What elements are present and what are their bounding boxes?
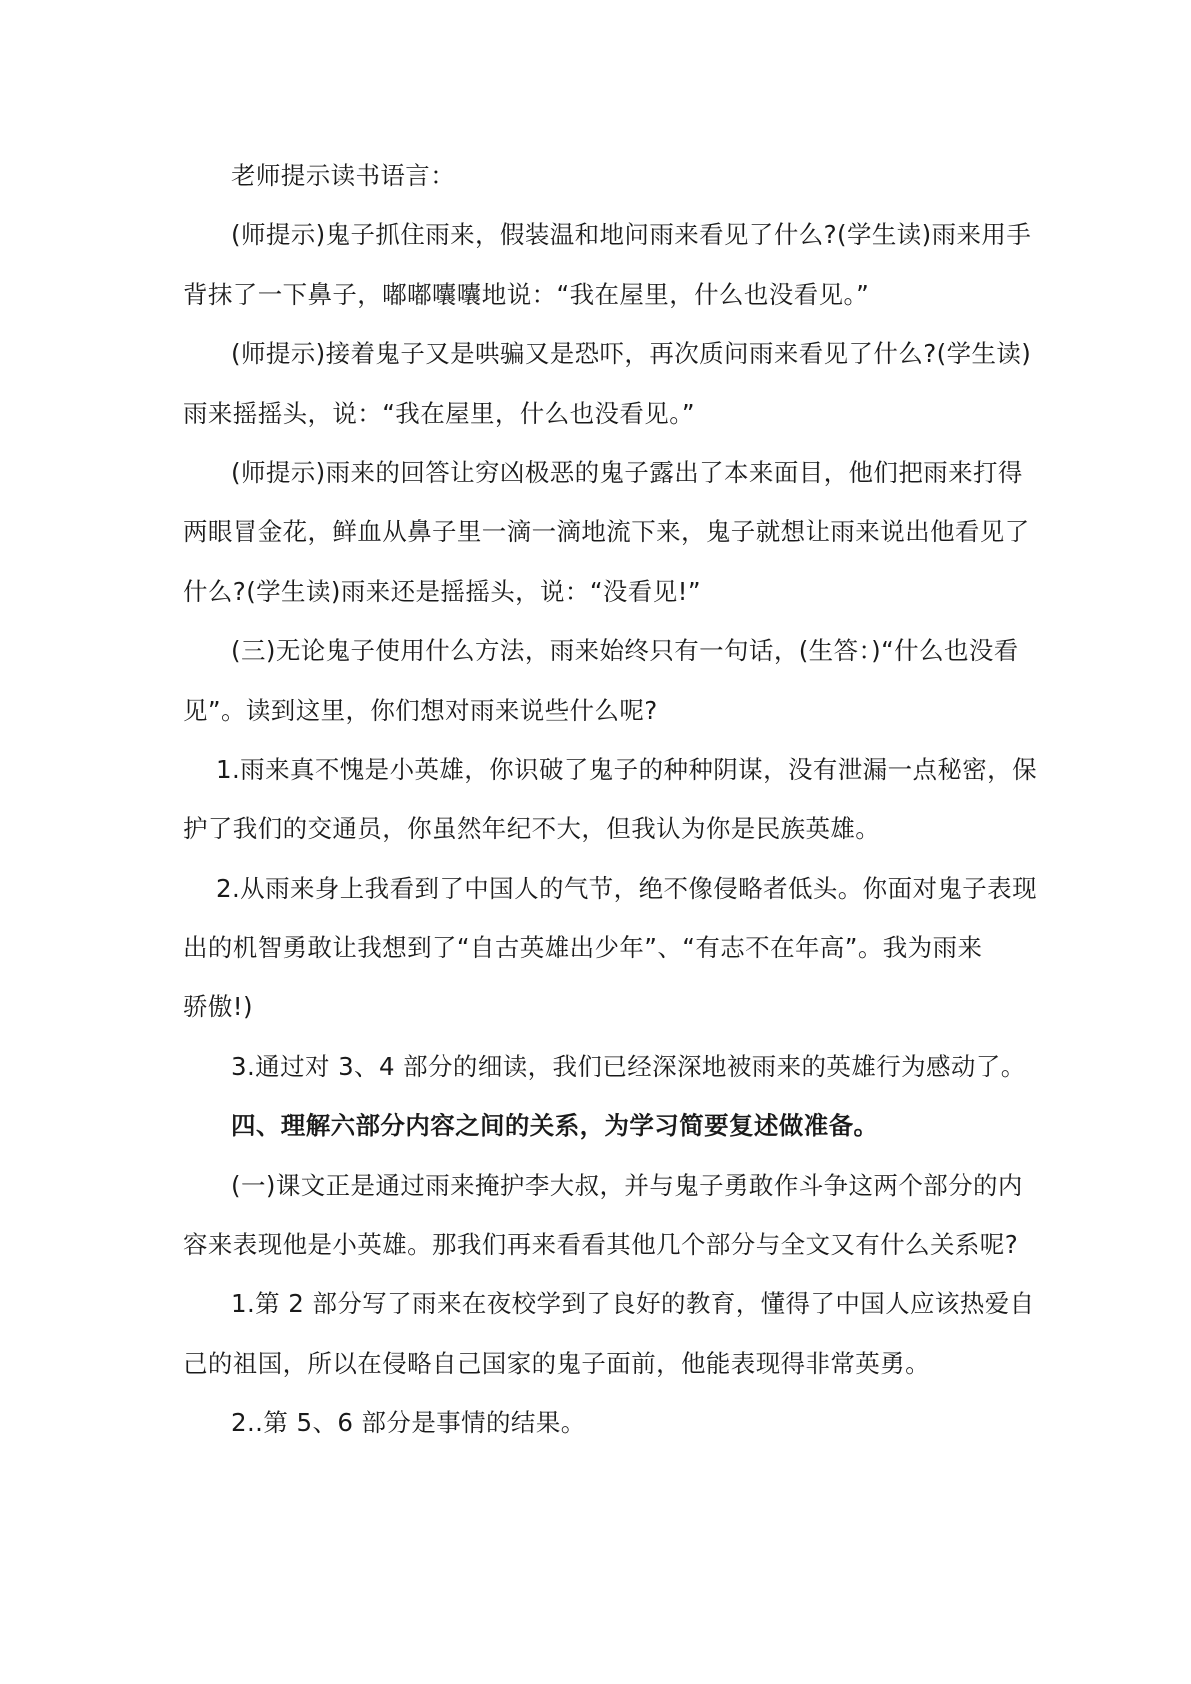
text-line: 护了我们的交通员，你虽然年纪不大，但我认为你是民族英雄。 [183, 814, 881, 843]
text-line: 雨来摇摇头，说：“我在屋里，什么也没看见。” [183, 399, 695, 428]
text-line: 1.雨来真不愧是小英雄，你识破了鬼子的种种阴谋，没有泄漏一点秘密，保 [216, 755, 1037, 784]
section-heading: 四、理解六部分内容之间的关系，为学习简要复述做准备。 [231, 1111, 879, 1140]
text-line: (师提示)鬼子抓住雨来，假装温和地问雨来看见了什么?(学生读)雨来用手 [231, 220, 1032, 249]
text-line: 两眼冒金花，鲜血从鼻子里一滴一滴地流下来，鬼子就想让雨来说出他看见了 [183, 517, 1030, 546]
text-line: 背抹了一下鼻子，嘟嘟囔囔地说：“我在屋里，什么也没看见。” [183, 280, 870, 309]
text-line: 2..第 5、6 部分是事情的结果。 [231, 1408, 586, 1437]
text-line: 骄傲!) [183, 992, 253, 1021]
text-line: 2.从雨来身上我看到了中国人的气节，绝不像侵略者低头。你面对鬼子表现 [216, 874, 1037, 903]
text-line: 什么?(学生读)雨来还是摇摇头，说：“没看见!” [183, 577, 701, 606]
text-line: (三)无论鬼子使用什么方法，雨来始终只有一句话，(生答：)“什么也没看 [231, 636, 1019, 665]
text-line: (师提示)雨来的回答让穷凶极恶的鬼子露出了本来面目，他们把雨来打得 [231, 458, 1023, 487]
text-line: (一)课文正是通过雨来掩护李大叔，并与鬼子勇敢作斗争这两个部分的内 [231, 1171, 1023, 1200]
text-line: 见”。读到这里，你们想对雨来说些什么呢? [183, 696, 658, 725]
text-line: 容来表现他是小英雄。那我们再来看看其他几个部分与全文又有什么关系呢? [183, 1230, 1019, 1259]
text-line: (师提示)接着鬼子又是哄骗又是恐吓，再次质问雨来看见了什么?(学生读) [231, 339, 1032, 368]
text-line: 1.第 2 部分写了雨来在夜校学到了良好的教育，懂得了中国人应该热爱自 [231, 1289, 1035, 1318]
text-line: 出的机智勇敢让我想到了“自古英雄出少年”、“有志不在年高”。我为雨来 [183, 933, 983, 962]
text-line: 己的祖国，所以在侵略自己国家的鬼子面前，他能表现得非常英勇。 [183, 1349, 930, 1378]
text-line: 3.通过对 3、4 部分的细读，我们已经深深地被雨来的英雄行为感动了。 [231, 1052, 1026, 1081]
text-line: 老师提示读书语言： [231, 161, 456, 190]
